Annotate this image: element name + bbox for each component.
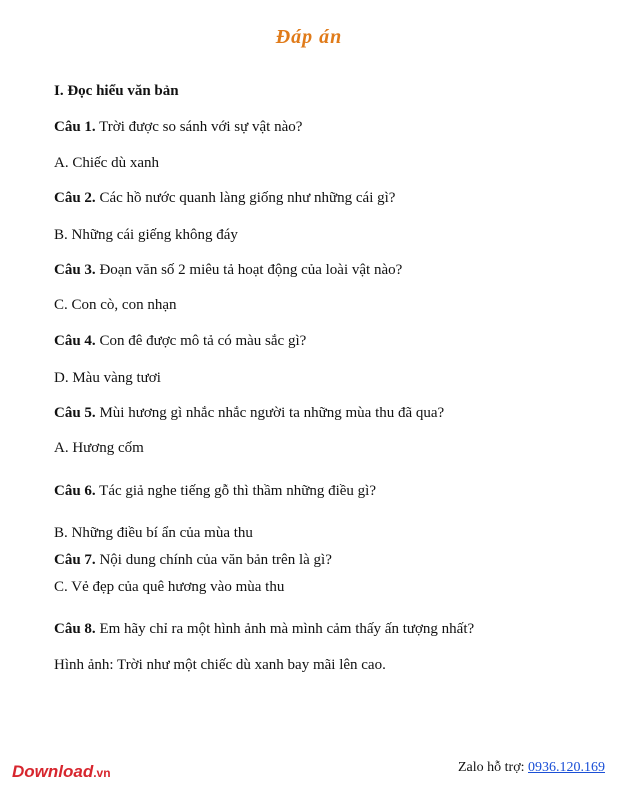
question-text: Nội dung chính của văn bản trên là gì? bbox=[95, 552, 332, 568]
answer-5 bbox=[54, 440, 144, 457]
download-logo[interactable]: Download.vn bbox=[12, 762, 111, 781]
question-label: Câu 3. bbox=[54, 262, 96, 278]
answer-text: C. Vẻ đẹp của quê hương vào mùa thu bbox=[54, 579, 285, 595]
answer-text: A. Chiếc dù xanh bbox=[54, 155, 159, 169]
question-text: Mùi hương gì nhắc nhắc người ta những mùa thu đã qua? bbox=[95, 405, 445, 421]
answer-text: C. Con cò, con nhạn bbox=[54, 297, 177, 313]
question-label: Câu 8. bbox=[54, 621, 96, 637]
answer-text: B. Những cái giếng không đáy bbox=[54, 227, 238, 243]
question-text: Các hồ nước quanh làng giống như những cái gì? bbox=[95, 190, 396, 206]
question-label: Câu 5. bbox=[54, 405, 96, 421]
answer-text: D. Màu vàng tươi bbox=[54, 370, 161, 386]
support-label: Zalo hỗ trợ: bbox=[458, 760, 528, 775]
answer-1 bbox=[54, 155, 159, 169]
answer-text: B. Những điều bí ẩn của mùa thu bbox=[54, 525, 253, 541]
answer-7 bbox=[54, 579, 284, 596]
question-4 bbox=[54, 333, 306, 350]
question-8 bbox=[54, 621, 474, 638]
question-label: Câu 7. bbox=[54, 552, 96, 568]
support-contact bbox=[458, 760, 605, 776]
question-label: Câu 6. bbox=[54, 483, 96, 499]
question-label: Câu 2. bbox=[54, 190, 96, 206]
question-2 bbox=[54, 190, 395, 207]
answer-3 bbox=[54, 297, 176, 314]
question-text: Tác giả nghe tiếng gỗ thì thầm những điều gì? bbox=[95, 483, 376, 499]
answer-text: Hình ảnh: Trời như một chiếc dù xanh bay mãi lên cao. bbox=[54, 657, 386, 673]
question-text: Trời được so sánh với sự vật nào? bbox=[95, 119, 303, 135]
answer-2 bbox=[54, 227, 238, 244]
question-6 bbox=[54, 483, 376, 500]
question-label: Câu 1. bbox=[54, 119, 96, 135]
page-title: Đáp án bbox=[275, 26, 343, 48]
question-3 bbox=[54, 262, 402, 279]
section-heading: I. Đọc hiểu văn bản bbox=[54, 83, 179, 99]
answer-8 bbox=[54, 657, 386, 674]
question-1 bbox=[54, 119, 302, 136]
support-phone-link[interactable]: 0936.120.169 bbox=[528, 760, 605, 775]
question-text: Con đê được mô tả có màu sắc gì? bbox=[95, 333, 307, 349]
question-5 bbox=[54, 405, 444, 422]
question-text: Đoạn văn số 2 miêu tả hoạt động của loài vật nào? bbox=[95, 262, 403, 278]
answer-4 bbox=[54, 370, 161, 387]
answer-text: A. Hương cốm bbox=[54, 440, 144, 456]
question-text: Em hãy chỉ ra một hình ảnh mà mình cảm thấy ấn tượng nhất? bbox=[95, 621, 475, 637]
question-label: Câu 4. bbox=[54, 333, 96, 349]
question-7 bbox=[54, 552, 332, 569]
answer-6 bbox=[54, 525, 253, 542]
